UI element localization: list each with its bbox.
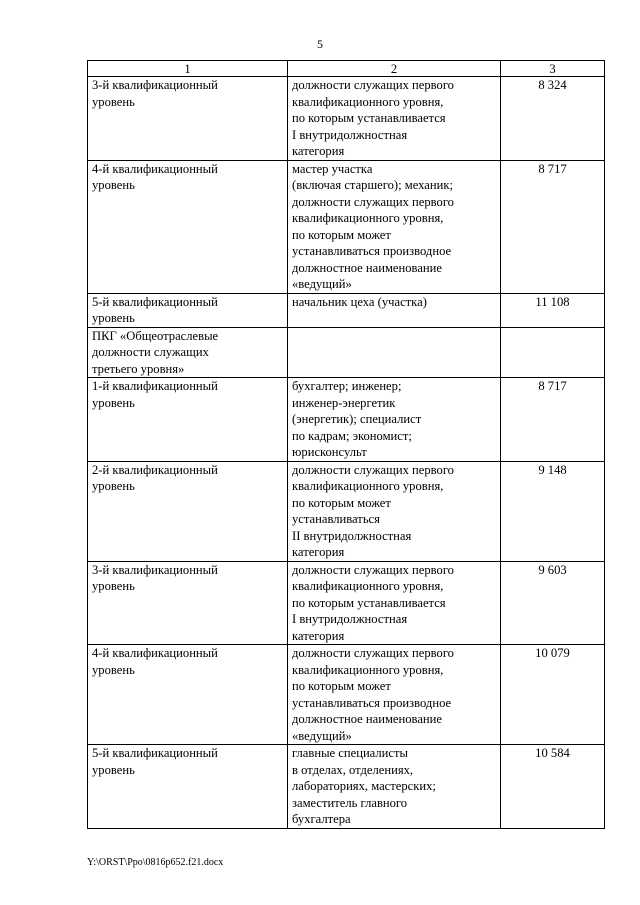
qualification-level-text: 4-й квалификационный уровень [92,161,218,192]
qualification-level-text: 3-й квалификационный уровень [92,562,218,593]
table-row [88,561,605,645]
salary-value: 9 603 [538,562,567,577]
group-title-text: ПКГ «Общеотраслевые должности служащих третьего уровня» [92,328,219,376]
table-row [88,293,605,327]
document-file-path: Y:\ORST\Ppo\0816p652.f21.docx [87,857,224,868]
qualification-level-cell [88,160,288,293]
salary-value: 10 584 [535,746,570,760]
positions-text: начальник цеха (участка) [292,294,427,309]
table-row-group-header [88,327,605,378]
positions-cell [288,461,501,561]
salary-cell [501,160,605,293]
positions-cell [288,645,501,745]
salary-value: 11 108 [535,294,570,309]
positions-cell [288,160,501,293]
salary-cell [501,645,605,745]
table-row [88,77,605,161]
salary-cell [501,745,605,829]
qualification-level-cell [88,745,288,829]
salary-value: 8 324 [538,78,567,92]
qualification-level-text: 3-й квалификационный уровень [92,78,218,109]
column-header-3: 3 [501,61,605,77]
positions-cell [288,378,501,462]
table-row [88,461,605,561]
positions-cell [288,327,501,378]
table-header-row [88,61,605,77]
qualification-level-text: 2-й квалификационный уровень [92,462,218,493]
qualification-level-cell [88,378,288,462]
qualification-level-text: 4-й квалификационный уровень [92,646,218,677]
column-header-1: 1 [88,61,288,77]
positions-text: должности служащих первого квалификационного уровня, по которым может устанавливаться производное должностное наименование «ведущий» [292,646,454,743]
table-row [88,160,605,293]
positions-text: должности служащих первого квалификационного уровня, по которым может устанавливаться II внутридолжностная категория [292,462,454,559]
salary-value: 10 079 [535,646,570,660]
qualification-level-cell [88,561,288,645]
qualification-level-text: 5-й квалификационный уровень [92,294,218,325]
salary-table [87,60,605,829]
page-number: 5 [317,37,323,51]
positions-cell [288,77,501,161]
salary-cell [501,561,605,645]
salary-value: 8 717 [538,161,567,176]
table-row [88,745,605,829]
qualification-level-text: 5-й квалификационный уровень [92,746,218,777]
salary-cell [501,293,605,327]
salary-cell [501,378,605,462]
salary-cell [501,461,605,561]
positions-cell [288,561,501,645]
positions-text: мастер участка (включая старшего); механик; должности служащих первого квалификационного уровня, по которым может устанавливаться производное должностное наименование «ведущий» [292,161,454,291]
positions-text: главные специалисты в отделах, отделениях, лабораториях, мастерских; заместитель главного бухгалтера [292,746,436,826]
column-header-2: 2 [288,61,501,77]
table-row [88,645,605,745]
qualification-level-text: 1-й квалификационный уровень [92,379,218,410]
table-row [88,378,605,462]
qualification-level-cell [88,461,288,561]
positions-text: должности служащих первого квалификационного уровня, по которым устанавливается I внутридолжностная категория [292,562,454,643]
positions-cell [288,745,501,829]
positions-text: бухгалтер; инженер; инженер-энергетик (энергетик); специалист по кадрам; экономист; юрисконсульт [292,379,422,459]
salary-cell [501,327,605,378]
salary-value: 8 717 [538,379,567,393]
qualification-level-cell [88,293,288,327]
salary-cell [501,77,605,161]
positions-text: должности служащих первого квалификационного уровня, по которым устанавливается I внутридолжностная категория [292,78,454,158]
qualification-level-cell [88,645,288,745]
salary-value: 9 148 [538,462,567,477]
qualification-level-cell [88,77,288,161]
group-title-cell [88,327,288,378]
positions-cell [288,293,501,327]
